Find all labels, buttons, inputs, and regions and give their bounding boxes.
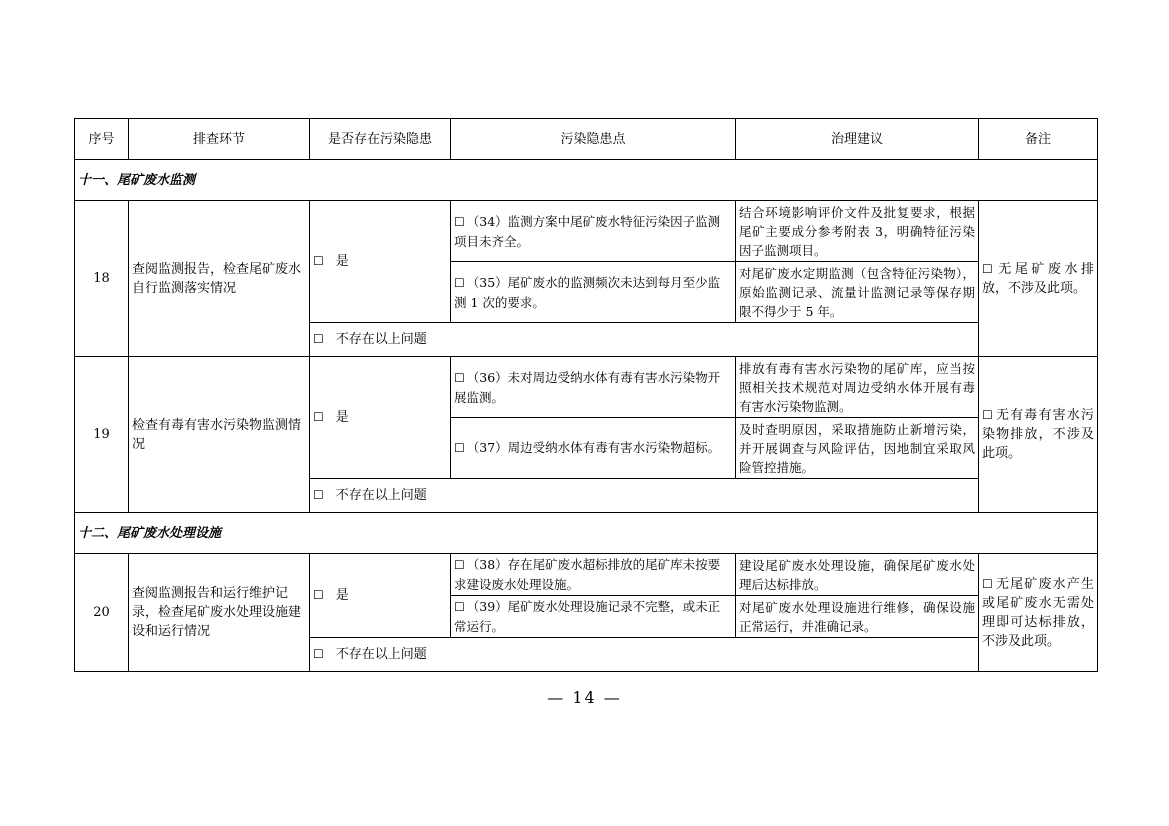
issue-point-text: （35）尾矿废水的监测频次未达到每月至少监测 1 次的要求。 xyxy=(454,274,721,310)
none-option[interactable] xyxy=(310,479,979,513)
header-points: 污染隐患点 xyxy=(451,119,736,160)
remark-text: 无尾矿废水产生或尾矿废水无需处理即可达标排放，不涉及此项。 xyxy=(982,576,1094,649)
section-title: 十一、尾矿废水监测 xyxy=(75,160,1098,201)
none-option[interactable] xyxy=(310,638,979,672)
advice-cell: 及时查明原因，采取措施防止新增污染，并开展调查与风险评估，因地制宜采取风险管控措施。 xyxy=(736,418,979,479)
checkbox-icon[interactable]: ☐ xyxy=(454,275,465,290)
row-stage: 检查有毒有害水污染物监测情况 xyxy=(129,357,310,513)
header-no: 序号 xyxy=(75,119,129,160)
yes-option[interactable] xyxy=(310,554,451,638)
header-stage: 排查环节 xyxy=(129,119,310,160)
header-exists: 是否存在污染隐患 xyxy=(310,119,451,160)
row-stage: 查阅监测报告和运行维护记录，检查尾矿废水处理设施建设和运行情况 xyxy=(129,554,310,672)
issue-point[interactable] xyxy=(451,596,736,638)
row-number: 18 xyxy=(75,201,129,357)
row-stage: 查阅监测报告，检查尾矿废水自行监测落实情况 xyxy=(129,201,310,357)
page-number: — 14 — xyxy=(547,688,622,707)
issue-point[interactable] xyxy=(451,357,736,418)
yes-label: 是 xyxy=(335,410,349,425)
issue-point-text: （39）尾矿废水处理设施记录不完整，或未正常运行。 xyxy=(454,599,721,634)
advice-cell: 建设尾矿废水处理设施，确保尾矿废水处理后达标排放。 xyxy=(736,554,979,596)
yes-label: 是 xyxy=(335,588,349,603)
inspection-table xyxy=(74,118,1098,672)
yes-label: 是 xyxy=(335,254,349,269)
none-label: 不存在以上问题 xyxy=(335,332,427,347)
remark-option[interactable] xyxy=(979,554,1098,672)
remark-text: 无有毒有害水污染物排放，不涉及此项。 xyxy=(982,408,1094,461)
advice-cell: 对尾矿废水定期监测（包含特征污染物），原始监测记录、流量计监测记录等保存期限不得少于 5 年。 xyxy=(736,262,979,323)
checkbox-icon[interactable]: ☐ xyxy=(313,254,324,268)
row-number: 19 xyxy=(75,357,129,513)
checkbox-icon[interactable]: ☐ xyxy=(313,488,324,502)
checkbox-icon[interactable]: ☐ xyxy=(982,261,993,276)
issue-point-text: （34）监测方案中尾矿废水特征污染因子监测项目未齐全。 xyxy=(454,213,721,249)
section-title-row xyxy=(75,513,1098,554)
remark-option[interactable] xyxy=(979,357,1098,513)
checkbox-icon[interactable]: ☐ xyxy=(454,441,465,455)
header-advice: 治理建议 xyxy=(736,119,979,160)
checkbox-icon[interactable]: ☐ xyxy=(313,332,324,346)
table-row xyxy=(75,357,1098,418)
issue-point[interactable] xyxy=(451,201,736,262)
advice-cell: 对尾矿废水处理设施进行维修，确保设施正常运行，并准确记录。 xyxy=(736,596,979,638)
checkbox-icon[interactable]: ☐ xyxy=(982,408,993,422)
issue-point-text: （38）存在尾矿废水超标排放的尾矿库未按要求建设废水处理设施。 xyxy=(454,557,721,592)
checkbox-icon[interactable]: ☐ xyxy=(454,370,465,385)
checkbox-icon[interactable]: ☐ xyxy=(313,588,324,602)
issue-point-text: （37）周边受纳水体有毒有害水污染物超标。 xyxy=(466,440,721,455)
advice-cell: 排放有毒有害水污染物的尾矿库，应当按照相关技术规范对周边受纳水体开展有毒有害水污染物监测。 xyxy=(736,357,979,418)
issue-point[interactable] xyxy=(451,418,736,479)
none-option[interactable] xyxy=(310,323,979,357)
issue-point-text: （36）未对周边受纳水体有毒有害水污染物开展监测。 xyxy=(454,369,721,405)
issue-point[interactable] xyxy=(451,554,736,596)
checkbox-icon[interactable]: ☐ xyxy=(454,214,465,229)
checkbox-icon[interactable]: ☐ xyxy=(982,576,993,591)
remark-option[interactable] xyxy=(979,201,1098,357)
header-remark: 备注 xyxy=(979,119,1098,160)
yes-option[interactable] xyxy=(310,201,451,323)
advice-cell: 结合环境影响评价文件及批复要求，根据尾矿主要成分参考附表 3，明确特征污染因子监测项目。 xyxy=(736,201,979,262)
checkbox-icon[interactable]: ☐ xyxy=(454,558,465,572)
checkbox-icon[interactable]: ☐ xyxy=(313,647,324,661)
remark-text: 无尾矿废水排放，不涉及此项。 xyxy=(982,261,1094,296)
checkbox-icon[interactable]: ☐ xyxy=(313,410,324,424)
table-row xyxy=(75,201,1098,262)
section-title-row xyxy=(75,160,1098,201)
table-row xyxy=(75,554,1098,596)
section-title: 十二、尾矿废水处理设施 xyxy=(75,513,1098,554)
row-number: 20 xyxy=(75,554,129,672)
none-label: 不存在以上问题 xyxy=(335,647,427,662)
table-header-row xyxy=(75,119,1098,160)
yes-option[interactable] xyxy=(310,357,451,479)
none-label: 不存在以上问题 xyxy=(335,488,427,503)
issue-point[interactable] xyxy=(451,262,736,323)
checkbox-icon[interactable]: ☐ xyxy=(454,600,465,614)
